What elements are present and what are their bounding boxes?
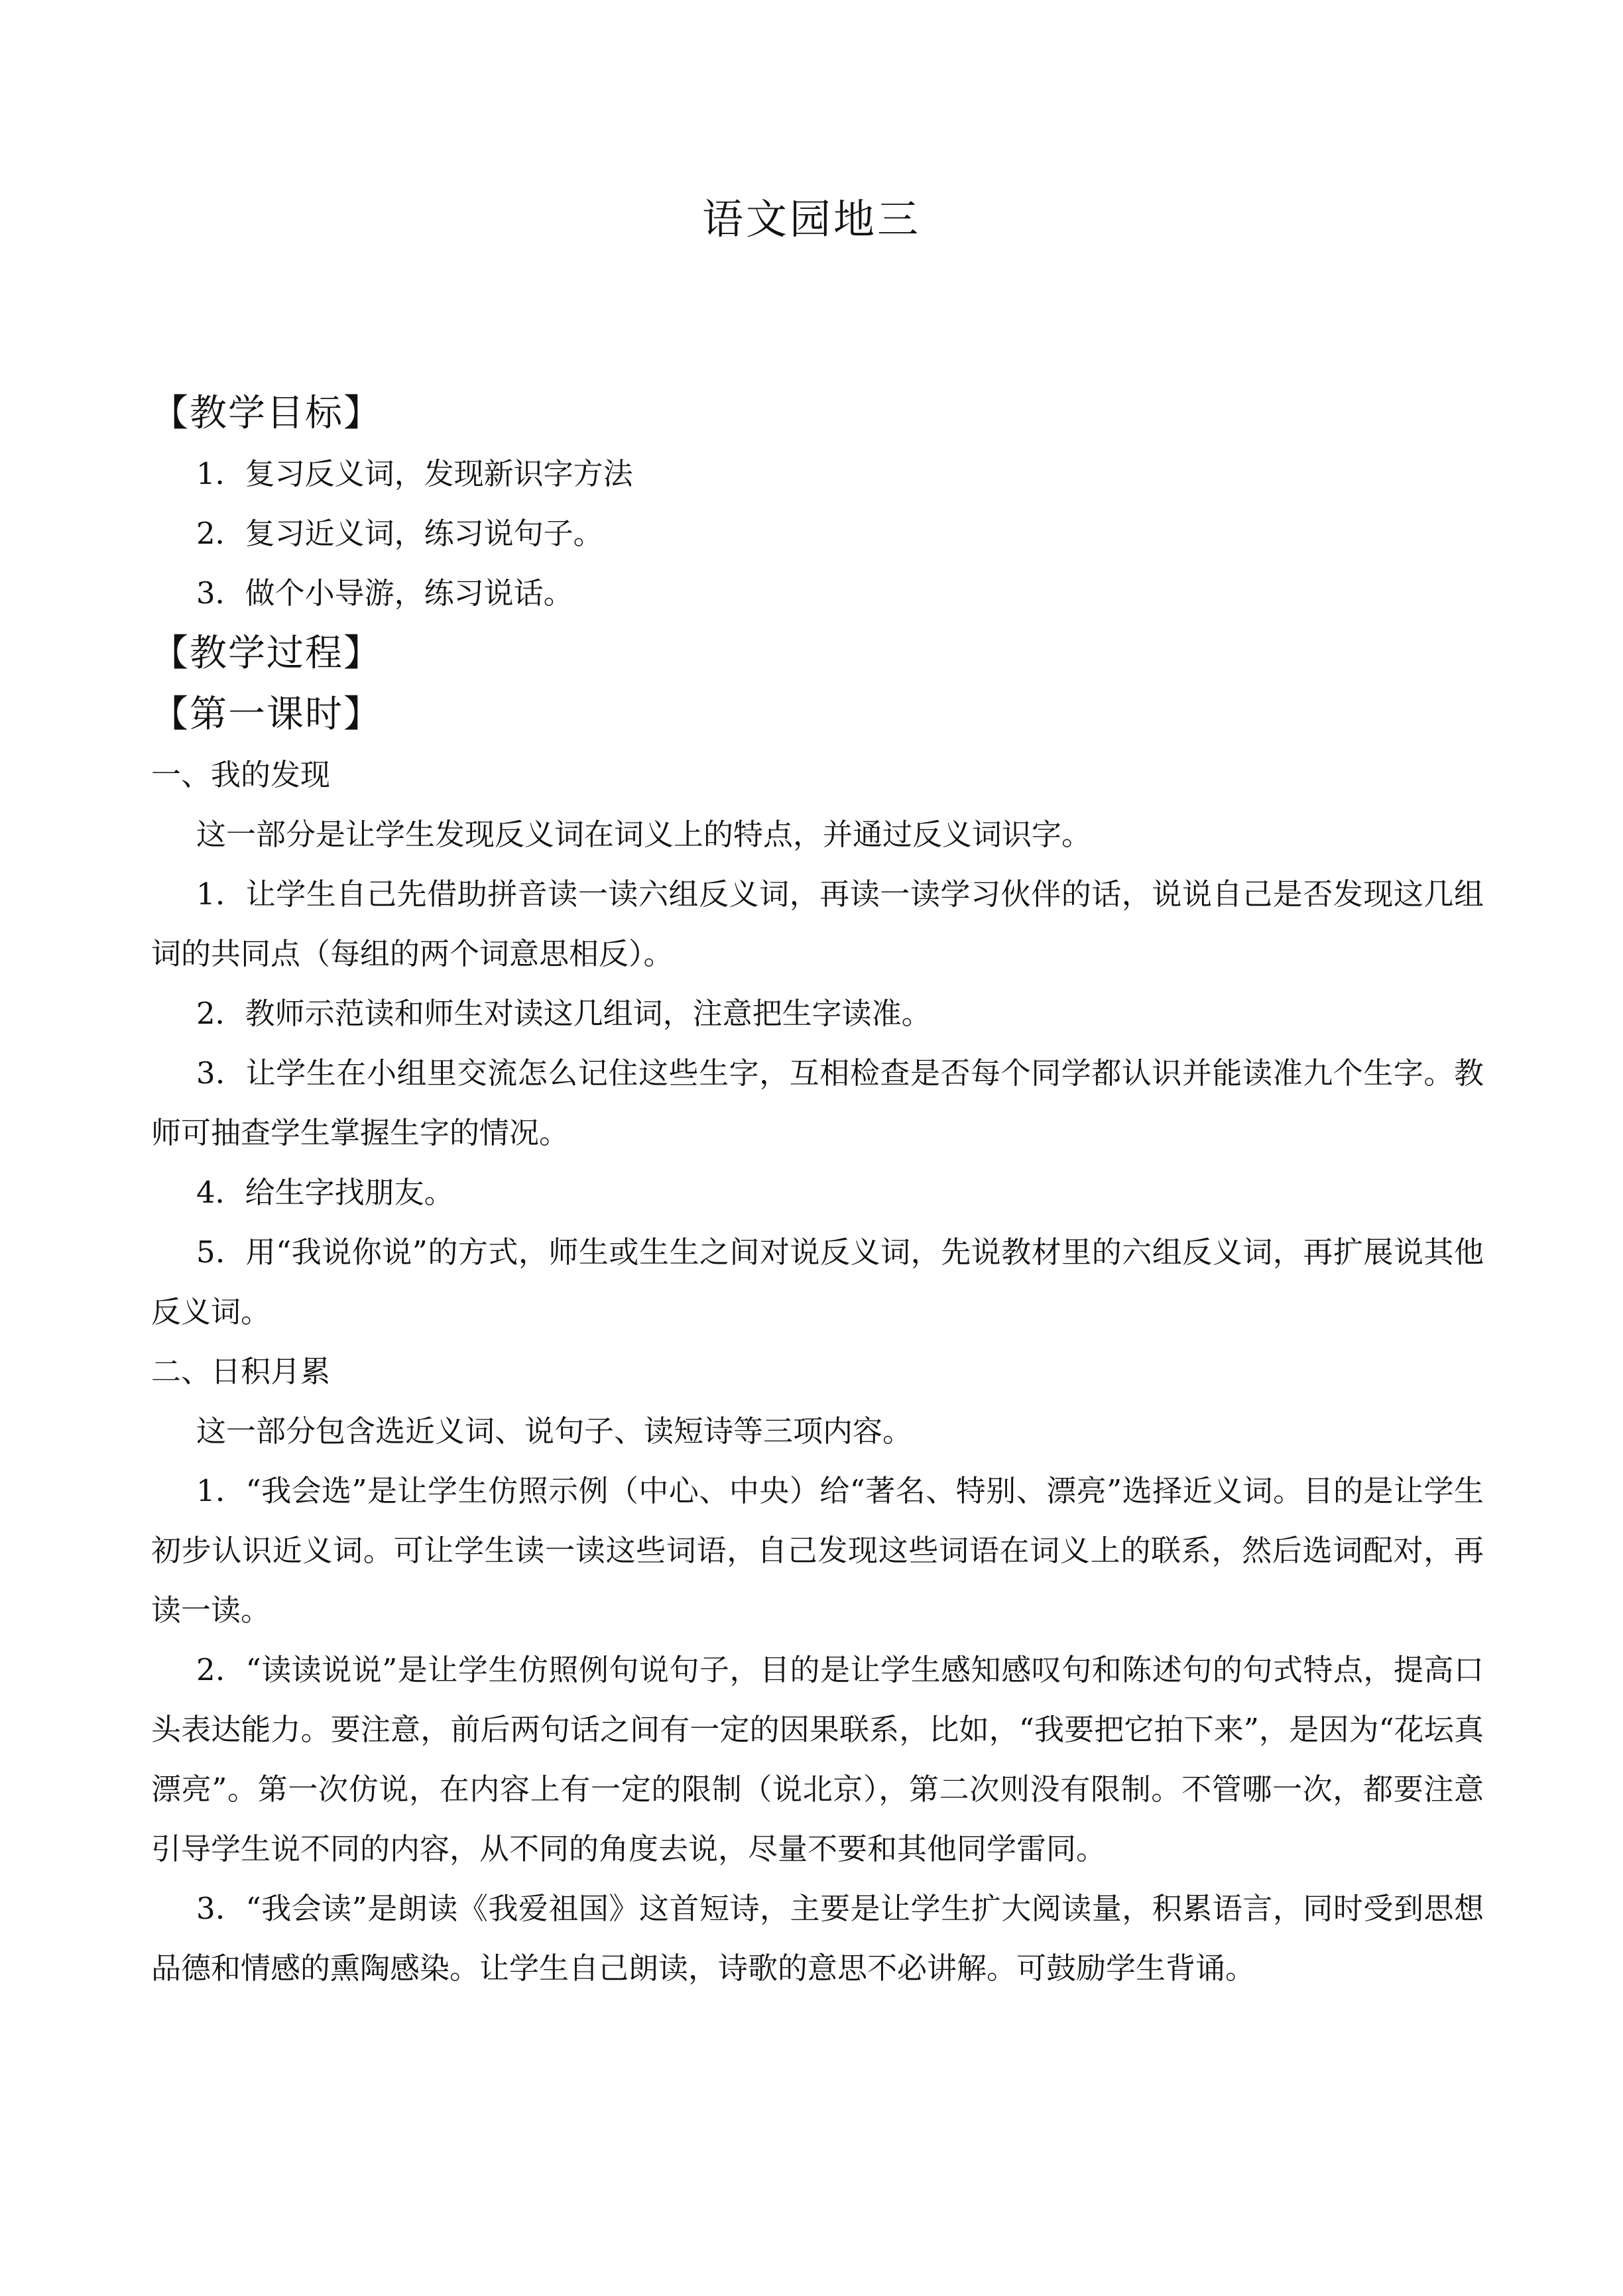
section1-paragraph: 5．用“我说你说”的方式，师生或生生之间对说反义词，先说教材里的六组反义词，再扩展说其他反义词。 bbox=[151, 1235, 1484, 1329]
objective-item: 3．做个小导游，练习说话。 bbox=[196, 575, 573, 611]
section1-paragraph: 3．让学生在小组里交流怎么记住这些生字，互相检查是否每个同学都认识并能读准九个生字。教师可抽查学生掌握生字的情况。 bbox=[151, 1056, 1484, 1150]
section1-paragraph: 1．让学生自己先借助拼音读一读六组反义词，再读一读学习伙伴的话，说说自己是否发现这几组词的共同点（每组的两个词意思相反）。 bbox=[151, 876, 1484, 971]
section2-paragraph: 2．“读读说说”是让学生仿照例句说句子，目的是让学生感知感叹句和陈述句的句式特点，提高口头表达能力。要注意，前后两句话之间有一定的因果联系，比如，“我要把它拍下来”，是因为“花坛真漂亮”。第一次仿说，在内容上有一定的限制（说北京），第二次则没有限制。不管哪一次，都要注意引导学生说不同的内容，从不同的角度去说，尽量不要和其他同学雷同。 bbox=[151, 1652, 1484, 1866]
lesson1-heading: 【第一课时】 bbox=[151, 693, 382, 736]
document-body bbox=[151, 383, 1484, 1998]
section2-paragraph: 1．“我会选”是让学生仿照示例（中心、中央）给“著名、特别、漂亮”选择近义词。目的是让学生初步认识近义词。可让学生读一读这些词语，自己发现这些词语在词义上的联系，然后选词配对，再读一读。 bbox=[151, 1473, 1484, 1628]
section1-paragraph: 这一部分是让学生发现反义词在词义上的特点，并通过反义词识字。 bbox=[196, 817, 1092, 852]
objective-item: 1．复习反义词，发现新识字方法 bbox=[196, 456, 633, 491]
section1-paragraph: 2．教师示范读和师生对读这几组词，注意把生字读准。 bbox=[196, 996, 932, 1031]
section2-heading: 二、日积月累 bbox=[151, 1354, 331, 1389]
section1-heading: 一、我的发现 bbox=[151, 757, 331, 792]
section1-paragraph: 4．给生字找朋友。 bbox=[196, 1175, 454, 1210]
process-heading: 【教学过程】 bbox=[151, 632, 382, 675]
section2-paragraph: 3．“我会读”是朗读《我爱祖国》这首短诗，主要是让学生扩大阅读量，积累语言，同时受到思想品德和情感的熏陶感染。让学生自己朗读，诗歌的意思不必讲解。可鼓励学生背诵。 bbox=[151, 1891, 1484, 1986]
section2-paragraph: 这一部分包含选近义词、说句子、读短诗等三项内容。 bbox=[196, 1414, 913, 1449]
objective-item: 2．复习近义词，练习说句子。 bbox=[196, 516, 603, 551]
objectives-heading: 【教学目标】 bbox=[151, 392, 382, 435]
document-title: 语文园地三 bbox=[701, 195, 921, 243]
